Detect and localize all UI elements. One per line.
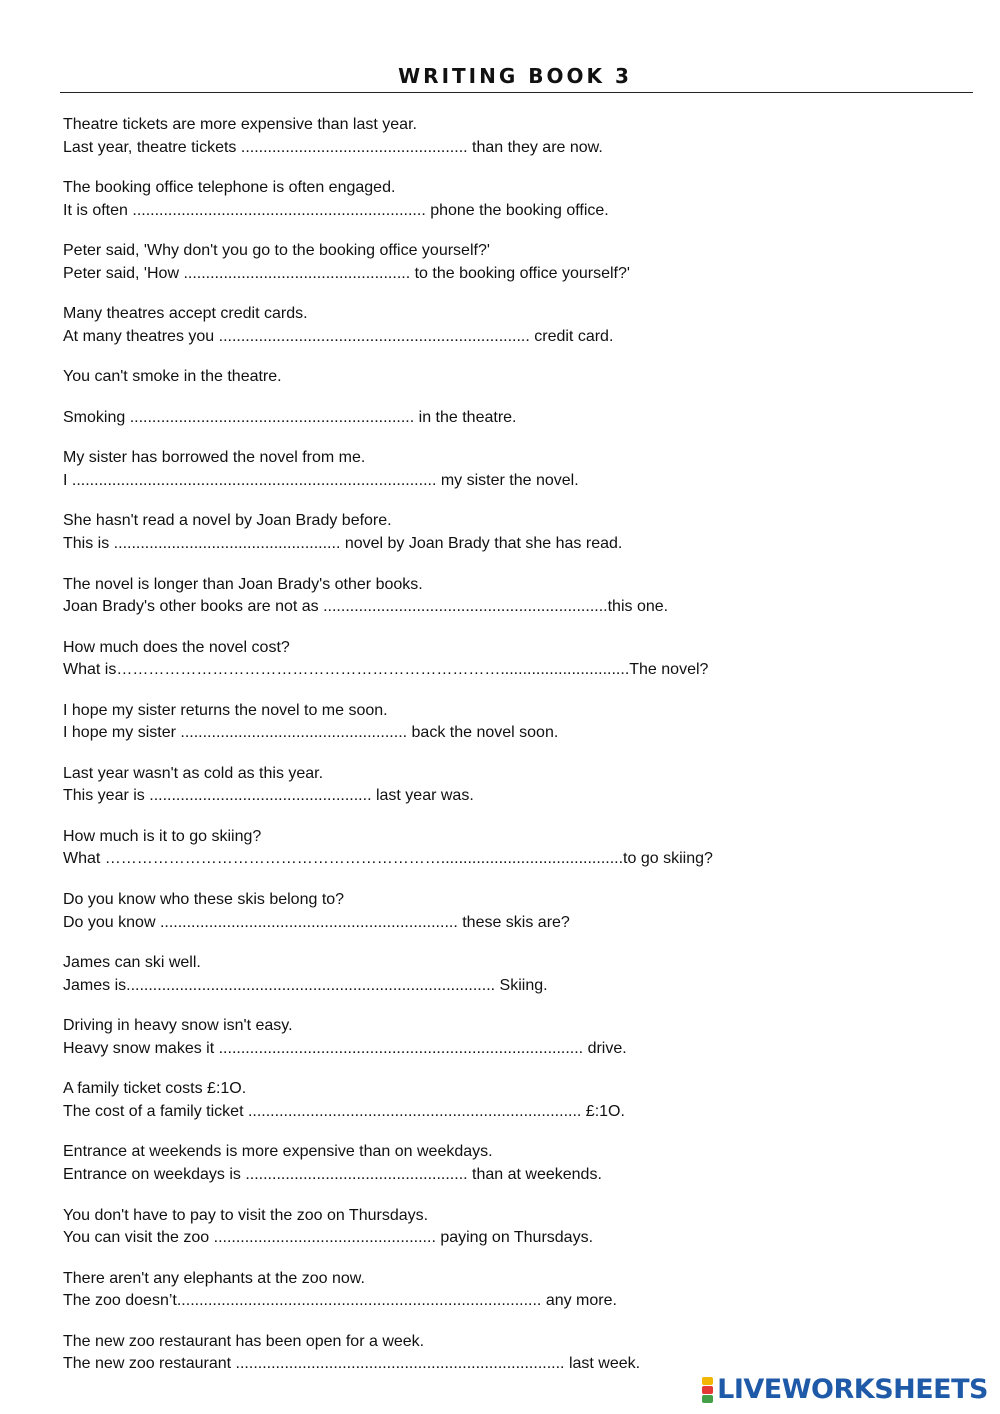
exercise-prompt: A family ticket costs £:1O. xyxy=(63,1080,247,1098)
exercise-item xyxy=(63,240,943,303)
exercise-answer-line[interactable]: Joan Brady's other books are not as ................................................................this one. xyxy=(63,598,669,616)
exercise-prompt: How much is it to go skiing? xyxy=(63,827,262,845)
exercise-item xyxy=(63,763,943,826)
exercise-item xyxy=(63,574,943,637)
exercise-prompt: Entrance at weekends is more expensive than on weekdays. xyxy=(63,1143,493,1161)
exercise-answer-line[interactable]: The zoo doesn’t.................................................................................. any more. xyxy=(63,1292,617,1310)
exercise-answer-line[interactable]: Peter said, 'How ................................................... to the booking office yourself?' xyxy=(63,264,630,282)
exercise-item xyxy=(63,1205,943,1268)
exercise-item xyxy=(63,366,943,447)
exercise-item xyxy=(63,1015,943,1078)
exercise-answer-line[interactable]: I .................................................................................. my sister the novel. xyxy=(63,471,579,489)
exercise-item xyxy=(63,637,943,700)
exercise-item xyxy=(63,1078,943,1141)
liveworksheets-wordmark: LIVEWORKSHEETS xyxy=(717,1374,988,1405)
exercise-prompt: Many theatres accept credit cards. xyxy=(63,305,308,323)
exercise-item xyxy=(63,303,943,366)
exercise-item xyxy=(63,700,943,763)
exercise-answer-line[interactable]: Entrance on weekdays is .................................................. than at weekends. xyxy=(63,1165,602,1183)
exercise-prompt: Do you know who these skis belong to? xyxy=(63,891,345,909)
exercise-answer-line[interactable]: What is……………………………………………………………….............................The novel? xyxy=(63,661,709,679)
exercise-item xyxy=(63,114,943,177)
liveworksheets-logo xyxy=(702,1374,988,1405)
exercise-prompt: The new zoo restaurant has been open for a week. xyxy=(63,1332,425,1350)
exercise-prompt: I hope my sister returns the novel to me soon. xyxy=(63,701,388,719)
exercise-answer-line[interactable]: Do you know ................................................................... these skis are? xyxy=(63,913,570,931)
exercise-answer-line[interactable]: You can visit the zoo .................................................. paying on Thursdays. xyxy=(63,1229,594,1246)
exercise-answer-line[interactable]: I hope my sister ................................................... back the novel soon. xyxy=(63,724,559,742)
exercise-answer-line[interactable]: James is................................................................................... Skiing. xyxy=(63,976,548,994)
exercise-answer-line[interactable]: Last year, theatre tickets ................................................... than they are now. xyxy=(63,138,603,156)
liveworksheets-logo-icon xyxy=(702,1377,713,1403)
exercise-prompt: Last year wasn't as cold as this year. xyxy=(63,764,324,782)
logo-block-3 xyxy=(702,1395,713,1403)
exercise-answer-line[interactable]: At many theatres you ...................................................................... credit card. xyxy=(63,327,614,345)
exercise-item xyxy=(63,177,943,240)
exercise-prompt: James can ski well. xyxy=(63,954,201,972)
exercise-item xyxy=(63,889,943,952)
exercise-prompt: My sister has borrowed the novel from me. xyxy=(63,449,366,467)
page-title: WRITING BOOK 3 xyxy=(398,64,632,88)
exercise-prompt: Theatre tickets are more expensive than last year. xyxy=(63,116,417,133)
exercise-item xyxy=(63,952,943,1015)
exercise-answer-line[interactable]: It is often .................................................................. phone the booking office. xyxy=(63,201,609,219)
exercise-answer-line[interactable]: This is ................................................... novel by Joan Brady that she has read. xyxy=(63,534,623,552)
exercise-item xyxy=(63,826,943,889)
exercise-prompt: You don't have to pay to visit the zoo on Thursdays. xyxy=(63,1206,429,1224)
exercise-prompt: She hasn't read a novel by Joan Brady before. xyxy=(63,512,392,530)
spacer xyxy=(63,389,943,407)
exercise-answer-line[interactable]: Heavy snow makes it .................................................................................. drive. xyxy=(63,1039,627,1057)
title-underline xyxy=(60,92,973,93)
exercise-item xyxy=(63,510,943,573)
exercise-answer-line[interactable]: The new zoo restaurant .......................................................................... last week. xyxy=(63,1355,641,1373)
exercise-prompt: The novel is longer than Joan Brady's other books. xyxy=(63,575,423,593)
exercise-prompt: How much does the novel cost? xyxy=(63,638,290,656)
exercise-answer-line[interactable]: Smoking ................................................................ in the theatre. xyxy=(63,408,517,426)
exercise-item xyxy=(63,1141,943,1204)
exercise-list xyxy=(63,114,943,1394)
exercise-item xyxy=(63,447,943,510)
logo-block-1 xyxy=(702,1377,713,1385)
exercise-prompt: There aren't any elephants at the zoo now. xyxy=(63,1269,365,1287)
exercise-answer-line[interactable]: What ……………………………………………………….........................................to go skiing? xyxy=(63,850,713,868)
exercise-item xyxy=(63,1268,943,1331)
exercise-prompt: Peter said, 'Why don't you go to the booking office yourself?' xyxy=(63,242,490,260)
exercise-prompt: You can't smoke in the theatre. xyxy=(63,368,282,386)
exercise-answer-line[interactable]: This year is .................................................. last year was. xyxy=(63,787,474,805)
logo-block-2 xyxy=(702,1386,713,1394)
exercise-prompt: The booking office telephone is often engaged. xyxy=(63,179,396,197)
exercise-answer-line[interactable]: The cost of a family ticket ........................................................................... £:1O. xyxy=(63,1102,625,1120)
exercise-prompt: Driving in heavy snow isn't easy. xyxy=(63,1017,293,1035)
